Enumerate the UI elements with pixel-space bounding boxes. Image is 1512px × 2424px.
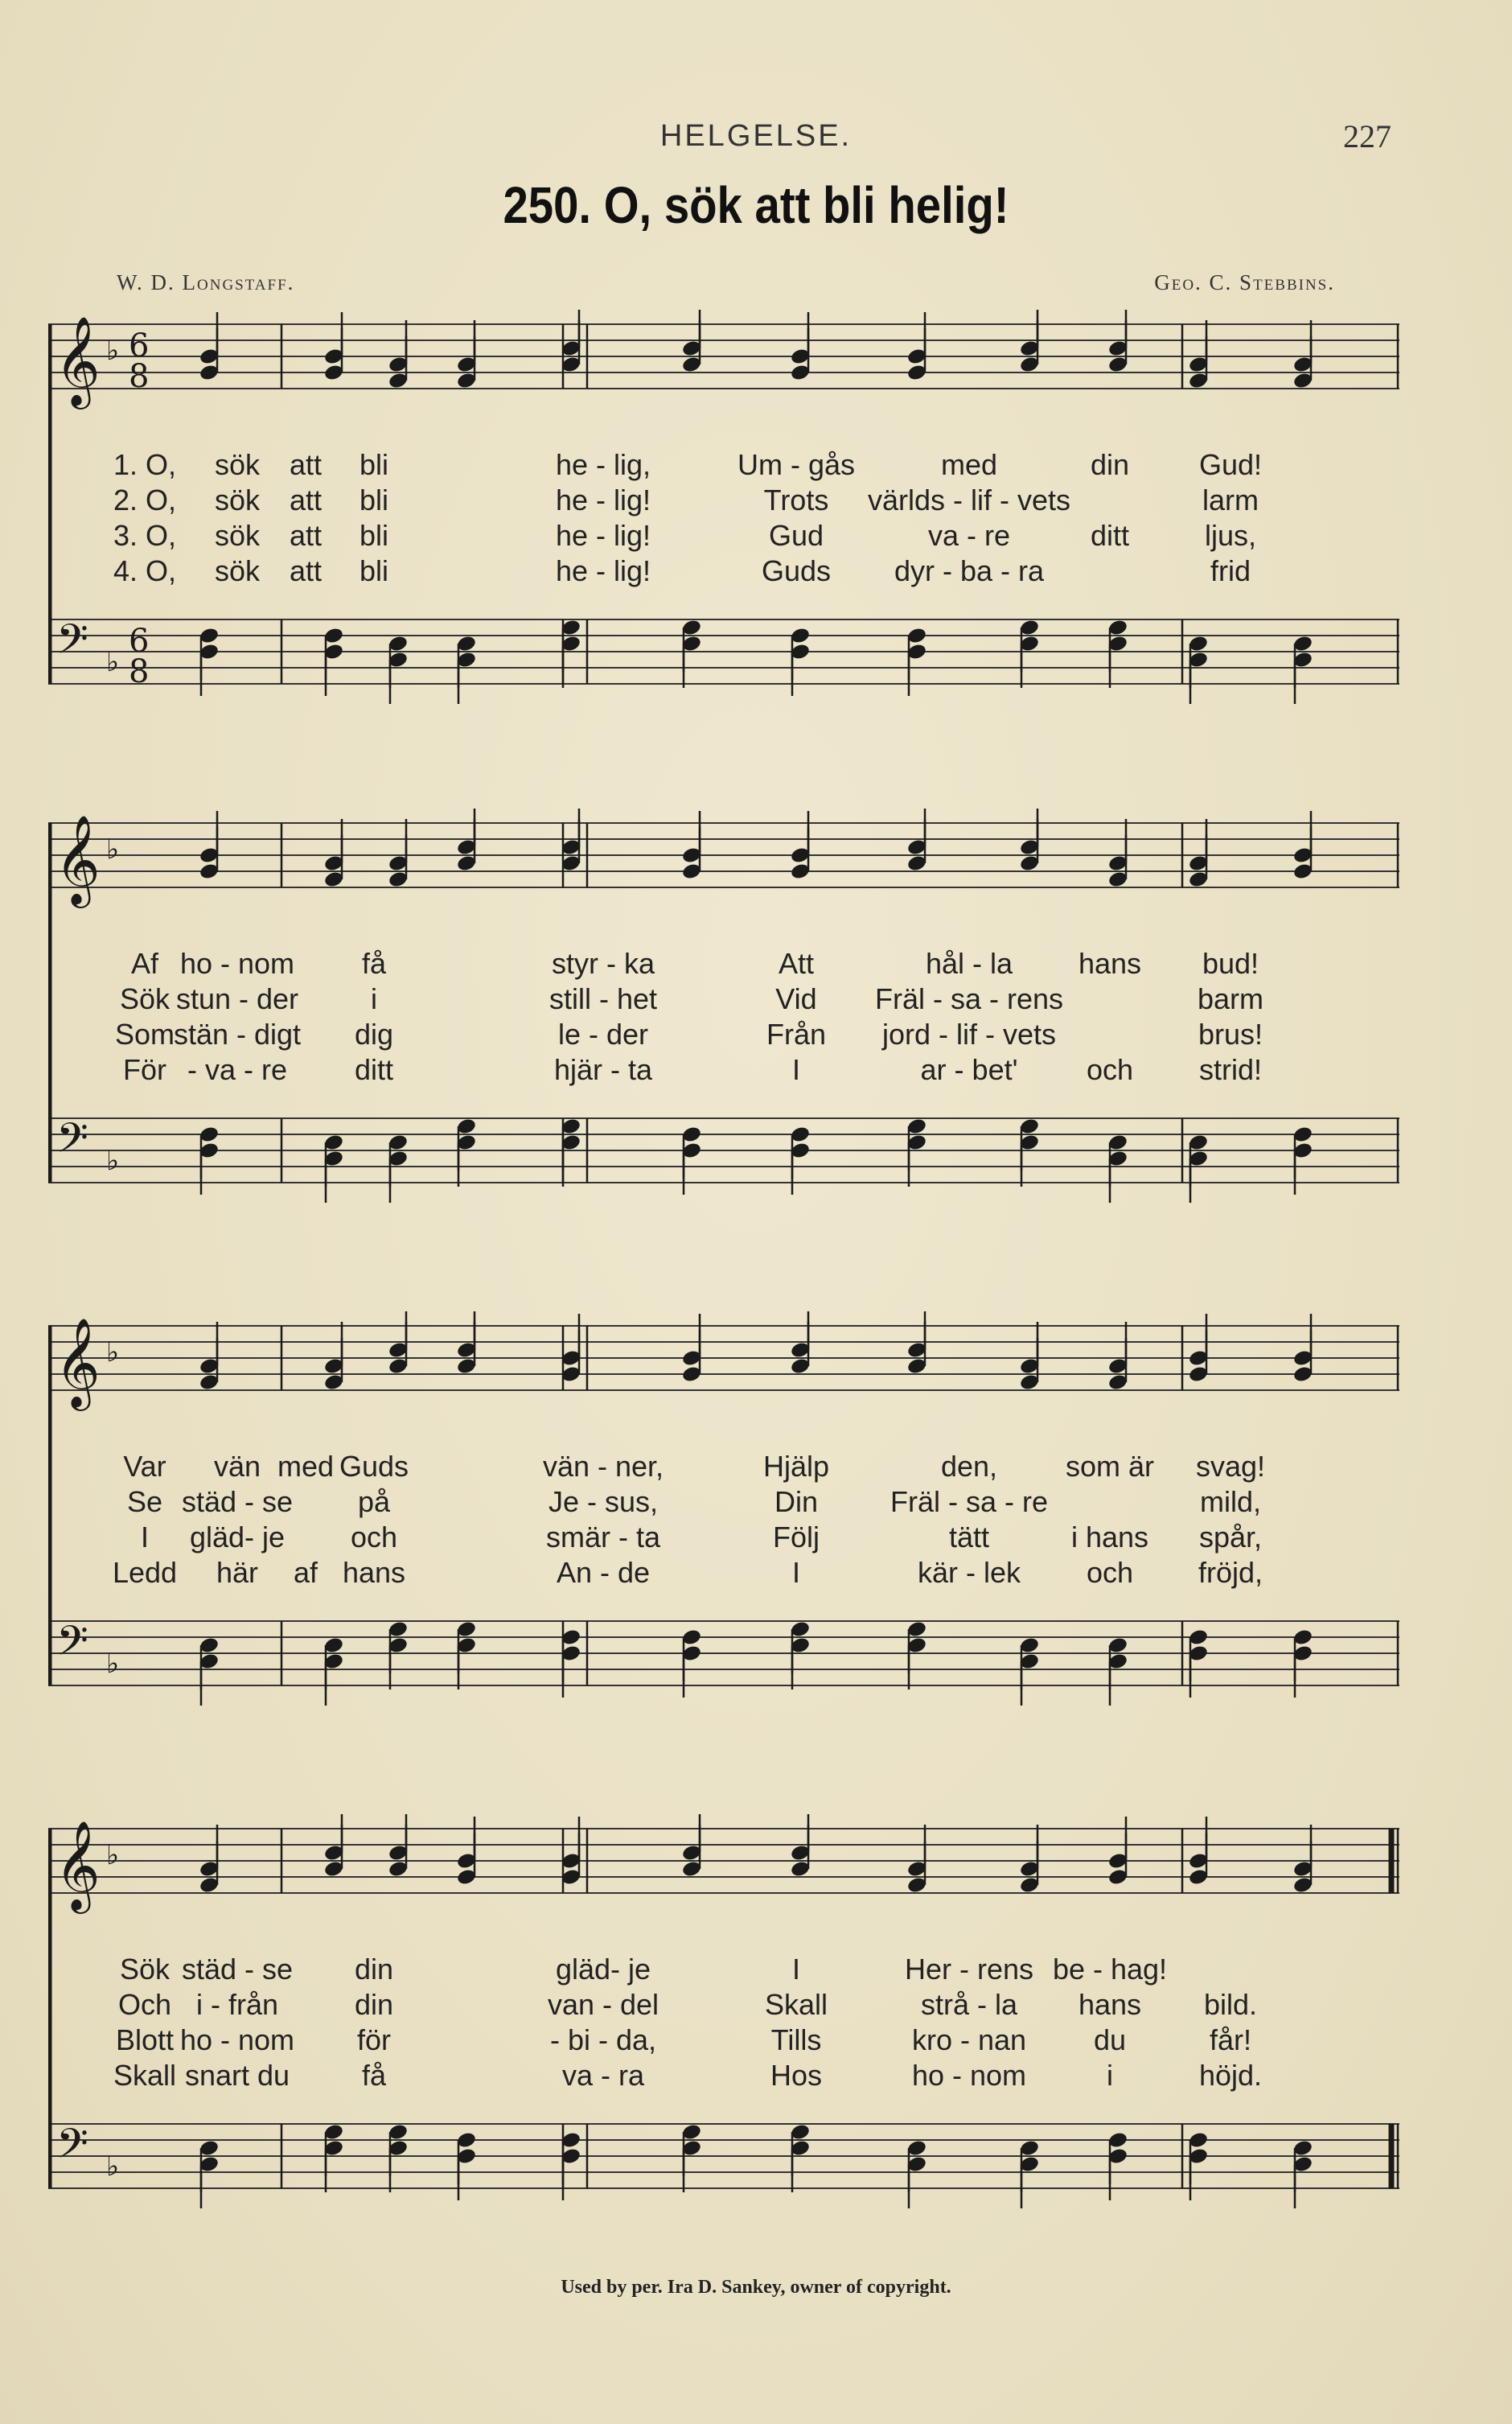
lyric-line-verse-3 <box>48 519 1399 554</box>
lyric-syllable: sök <box>214 448 261 481</box>
lyric-syllable: För <box>123 1053 166 1086</box>
lyric-syllable: Fräl - sa - re <box>890 1485 1049 1518</box>
bass-clef: 𝄢 <box>56 1113 88 1172</box>
lyric-syllable: - bi - da, <box>549 2023 657 2056</box>
lyric-syllable: som är <box>1065 1450 1155 1483</box>
lyric-syllable: va - ra <box>561 2059 645 2092</box>
lyric-syllable: jord - lif - vets <box>881 1018 1057 1051</box>
lyric-syllable: Blott <box>115 2023 175 2056</box>
lyric-syllable: still - het <box>549 982 658 1015</box>
lyric-syllable: Hjälp <box>762 1450 830 1483</box>
system-4 <box>48 1814 1399 2233</box>
hymn-title: 250. O, sök att bli helig! <box>503 176 1009 234</box>
lyric-syllable: Att <box>778 947 815 980</box>
lyric-syllable: få <box>361 947 387 980</box>
lyric-syllable: sök <box>214 484 261 516</box>
lyric-syllable: Ledd <box>112 1556 178 1589</box>
key-flat: ♭ <box>106 1648 120 1680</box>
lyric-syllable: bli <box>359 484 389 516</box>
lyric-syllable: Se <box>126 1485 163 1518</box>
lyric-line-verse-2 <box>48 1485 1399 1521</box>
time-signature: 6 <box>129 623 150 660</box>
lyric-syllable: Gud <box>768 519 824 552</box>
lyric-syllable: Som <box>114 1018 175 1051</box>
lyric-syllable: världs - lif - vets <box>867 484 1071 516</box>
lyric-syllable: Följ <box>772 1521 820 1554</box>
lyric-syllable: bli <box>359 519 389 552</box>
lyric-syllable: Af <box>130 947 159 980</box>
time-signature: 6 <box>129 327 150 364</box>
lyric-syllable: snart du <box>184 2059 290 2092</box>
lyric-syllable: hål - la <box>925 947 1013 980</box>
lyric-syllable: i - från <box>195 1988 279 2021</box>
lyric-syllable: hans <box>1078 947 1142 980</box>
lyric-syllable: he - lig! <box>555 554 651 587</box>
lyric-syllable: An - de <box>556 1556 651 1589</box>
lyric-syllable: vän - ner, <box>542 1450 664 1483</box>
lyric-syllable: strid! <box>1198 1053 1263 1086</box>
page-number: 227 <box>1343 118 1391 154</box>
treble-clef: 𝄞 <box>55 814 101 904</box>
time-signature: 8 <box>129 358 150 395</box>
lyric-syllable: dig <box>354 1018 394 1051</box>
lyric-syllable: att <box>289 448 323 481</box>
lyric-syllable: gläd- je <box>189 1521 286 1554</box>
lyric-syllable: med <box>940 448 998 481</box>
lyric-syllable: Din <box>774 1485 819 1518</box>
lyric-line-verse-2 <box>48 484 1399 519</box>
lyric-syllable: brus! <box>1198 1018 1263 1051</box>
lyric-syllable: ar - bet' <box>920 1053 1018 1086</box>
system-2 <box>48 809 1399 1227</box>
lyric-syllable: - va - re <box>187 1053 288 1086</box>
lyric-syllable: mild, <box>1199 1485 1262 1518</box>
lyric-line-verse-1 <box>48 1450 1399 1485</box>
lyric-syllable: smär - ta <box>545 1521 661 1554</box>
lyric-syllable: be - hag! <box>1052 1953 1168 1986</box>
lyric-syllable: sök <box>214 519 261 552</box>
lyric-syllable: he - lig, <box>555 448 651 481</box>
lyric-syllable: din <box>354 1988 394 2021</box>
treble-clef: 𝄞 <box>55 315 101 405</box>
key-flat: ♭ <box>106 1145 120 1177</box>
lyric-syllable: din <box>1090 448 1130 481</box>
lyric-syllable: sök <box>214 554 261 587</box>
composer-credit: Geo. C. Stebbins. <box>1154 270 1335 294</box>
lyric-syllable: få <box>361 2059 387 2092</box>
lyric-syllable: Skall <box>764 1988 828 2021</box>
lyric-syllable: för <box>356 2023 392 2056</box>
lyric-syllable: stän - digt <box>173 1018 302 1051</box>
system-1 <box>48 310 1399 728</box>
lyric-line-verse-4 <box>48 1556 1399 1591</box>
lyric-syllable: tätt <box>948 1521 990 1554</box>
lyric-syllable: Tills <box>770 2023 822 2056</box>
lyric-syllable: 2. O, <box>113 484 177 516</box>
lyric-syllable: Guds <box>339 1450 409 1483</box>
lyric-syllable: 3. O, <box>113 519 177 552</box>
lyric-syllable: och <box>1086 1053 1134 1086</box>
lyric-syllable: ditt <box>1090 519 1130 552</box>
lyric-syllable: städ - se <box>181 1953 294 1986</box>
lyric-syllable: du <box>1093 2023 1127 2056</box>
lyric-syllable: stun - der <box>175 982 299 1015</box>
system-3 <box>48 1311 1399 1730</box>
copyright-notice: Used by per. Ira D. Sankey, owner of copyright. <box>561 2277 951 2298</box>
lyric-syllable: ditt <box>354 1053 394 1086</box>
lyric-syllable: I <box>791 1556 801 1589</box>
lyric-syllable: le - der <box>557 1018 649 1051</box>
lyric-syllable: af <box>293 1556 318 1589</box>
lyric-syllable: I <box>140 1521 150 1554</box>
lyric-syllable: bli <box>359 448 389 481</box>
lyric-line-verse-2 <box>48 1988 1399 2023</box>
lyric-line-verse-4 <box>48 2059 1399 2094</box>
lyric-syllable: på <box>357 1485 391 1518</box>
lyric-syllable: höjd. <box>1198 2059 1263 2092</box>
lyric-line-verse-4 <box>48 554 1399 590</box>
lyric-syllable: Sök <box>119 982 171 1015</box>
lyric-syllable: hans <box>1078 1988 1142 2021</box>
lyric-line-verse-1 <box>48 1953 1399 1988</box>
lyric-syllable: 1. O, <box>113 448 177 481</box>
lyric-syllable: Her - rens <box>904 1953 1034 1986</box>
lyric-syllable: bud! <box>1202 947 1259 980</box>
lyric-syllable: Och <box>117 1988 172 2021</box>
lyric-syllable: och <box>1086 1556 1134 1589</box>
lyric-syllable: i <box>371 982 377 1015</box>
lyric-line-verse-4 <box>48 1053 1399 1089</box>
lyric-syllable: att <box>289 484 323 516</box>
lyric-syllable: frid <box>1210 554 1251 587</box>
lyric-syllable: svag! <box>1195 1450 1266 1483</box>
lyric-line-verse-1 <box>48 947 1399 982</box>
key-flat: ♭ <box>106 2150 120 2183</box>
key-flat: ♭ <box>106 1336 120 1368</box>
lyric-syllable: Um - gås <box>737 448 856 481</box>
lyric-syllable: I <box>791 1953 801 1986</box>
bass-clef: 𝄢 <box>56 615 88 673</box>
lyric-syllable: strå - la <box>920 1988 1018 2021</box>
time-signature: 8 <box>129 653 150 690</box>
lyric-syllable: Sök <box>119 1953 171 1986</box>
lyric-syllable: Hos <box>770 2059 823 2092</box>
lyric-syllable: he - lig! <box>555 519 651 552</box>
lyric-syllable: dyr - ba - ra <box>894 554 1045 587</box>
bass-clef: 𝄢 <box>56 1616 88 1675</box>
section-header: HELGELSE. <box>659 119 853 153</box>
lyric-syllable: och <box>350 1521 398 1554</box>
lyric-syllable: hjär - ta <box>553 1053 653 1086</box>
lyric-syllable: 4. O, <box>113 554 177 587</box>
lyric-syllable: kär - lek <box>917 1556 1021 1589</box>
lyric-syllable: gläd- je <box>555 1953 651 1986</box>
lyric-syllable: Från <box>766 1018 827 1051</box>
lyric-syllable: den, <box>940 1450 998 1483</box>
lyric-syllable: ho - nom <box>911 2059 1027 2092</box>
lyric-syllable: vän <box>213 1450 261 1483</box>
lyric-syllable: spår, <box>1198 1521 1263 1554</box>
lyric-syllable: fröjd, <box>1198 1556 1263 1589</box>
lyric-syllable: larm <box>1202 484 1259 516</box>
lyric-syllable: bild. <box>1203 1988 1258 2021</box>
lyric-syllable: va - re <box>927 519 1011 552</box>
lyric-syllable: Trots <box>763 484 829 516</box>
lyric-syllable: ljus, <box>1204 519 1257 552</box>
treble-clef: 𝄞 <box>55 1820 101 1910</box>
lyric-line-verse-3 <box>48 1521 1399 1556</box>
bass-staff <box>48 1118 1399 1183</box>
lyric-syllable: i <box>1107 2059 1113 2092</box>
treble-clef: 𝄞 <box>55 1317 101 1407</box>
lyric-line-verse-3 <box>48 2023 1399 2059</box>
lyric-syllable: med <box>277 1450 335 1483</box>
lyric-syllable: ho - nom <box>179 947 295 980</box>
lyric-syllable: i hans <box>1070 1521 1149 1554</box>
key-flat: ♭ <box>106 1839 120 1871</box>
key-flat: ♭ <box>106 335 120 367</box>
bass-staff <box>48 619 1399 684</box>
lyric-syllable: att <box>289 554 323 587</box>
lyric-syllable: städ - se <box>181 1485 294 1518</box>
lyric-syllable: Var <box>123 1450 166 1483</box>
lyric-syllable: får! <box>1209 2023 1252 2056</box>
bass-clef: 𝄢 <box>56 2119 88 2178</box>
lyric-syllable: styr - ka <box>551 947 655 980</box>
lyric-line-verse-3 <box>48 1018 1399 1053</box>
lyric-syllable: barm <box>1197 982 1264 1015</box>
lyric-syllable: Je - sus, <box>548 1485 659 1518</box>
lyric-syllable: Fräl - sa - rens <box>874 982 1064 1015</box>
lyric-line-verse-1 <box>48 448 1399 484</box>
lyricist-credit: W. D. Longstaff. <box>117 270 295 294</box>
lyric-syllable: att <box>289 519 323 552</box>
lyric-syllable: kro - nan <box>911 2023 1027 2056</box>
lyric-syllable: Gud! <box>1198 448 1263 481</box>
lyric-syllable: här <box>216 1556 259 1589</box>
lyric-syllable: Skall <box>113 2059 177 2092</box>
lyric-syllable: van - del <box>547 1988 659 2021</box>
lyric-syllable: Vid <box>775 982 817 1015</box>
key-flat: ♭ <box>106 646 120 678</box>
lyric-line-verse-2 <box>48 982 1399 1018</box>
lyric-syllable: Guds <box>761 554 832 587</box>
lyric-syllable: din <box>354 1953 394 1986</box>
lyric-syllable: I <box>791 1053 801 1086</box>
key-flat: ♭ <box>106 833 120 866</box>
lyric-syllable: hans <box>342 1556 406 1589</box>
lyric-syllable: ho - nom <box>179 2023 295 2056</box>
lyric-syllable: he - lig! <box>555 484 651 516</box>
lyric-syllable: bli <box>359 554 389 587</box>
